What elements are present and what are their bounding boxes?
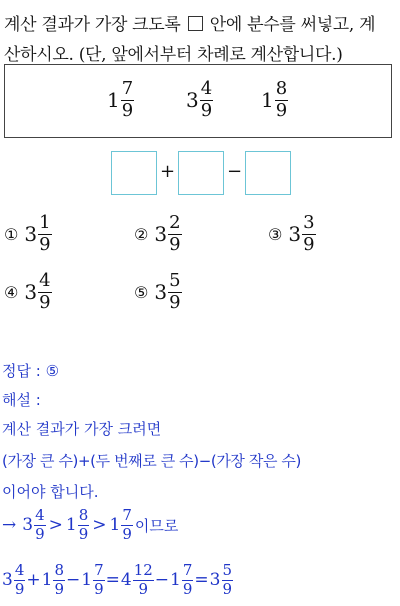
given-3-denominator: 9 — [275, 99, 288, 121]
calc-r3-numerator: 5 — [222, 561, 233, 579]
calc-r3-denominator: 9 — [222, 579, 233, 598]
cmp-b-denominator: 9 — [78, 524, 89, 543]
calc-t1-denominator: 9 — [14, 579, 25, 598]
cmp-c-whole: 1 — [109, 515, 121, 536]
choice-5-label: ⑤ — [134, 282, 149, 302]
choice-3[interactable] — [268, 214, 316, 255]
explanation-line-3: 이어야 합니다. — [2, 483, 99, 501]
greater-than-2: > — [92, 515, 107, 536]
answer-value: ⑤ — [45, 362, 60, 380]
arrow-icon: → — [2, 515, 17, 536]
choice-2-denominator: 9 — [169, 233, 181, 255]
answer-line — [2, 360, 59, 381]
explanation-label: 해설 : — [2, 391, 41, 409]
choice-1-denominator: 9 — [39, 233, 51, 255]
given-number-1 — [107, 80, 134, 121]
calc-t2-whole: 1 — [41, 570, 53, 591]
given-numbers-box — [4, 64, 392, 138]
answer-blank-2[interactable] — [178, 151, 224, 195]
calc-r3-whole: 3 — [209, 570, 221, 591]
cmp-a-whole: 3 — [22, 515, 34, 536]
choice-4-denominator: 9 — [39, 291, 51, 313]
choice-1-label: ① — [4, 224, 19, 244]
given-3-whole: 1 — [261, 88, 274, 113]
explanation-line-1: 계산 결과가 가장 크려면 — [2, 420, 162, 438]
calc-r1-whole: 4 — [120, 570, 132, 591]
question-text-start: 계산 결과가 가장 크도록 — [4, 15, 181, 35]
given-3-fraction — [275, 80, 288, 121]
cmp-a-numerator: 4 — [35, 506, 45, 524]
calc-equals-2: = — [194, 570, 209, 591]
choice-2[interactable] — [134, 214, 182, 255]
choice-3-numerator: 3 — [303, 212, 315, 233]
calc-t3-numerator: 7 — [94, 561, 104, 579]
choice-4-numerator: 4 — [39, 270, 51, 291]
calc-r2-whole: 1 — [170, 570, 181, 591]
calc-r2-denominator: 9 — [182, 579, 193, 598]
calc-t1-numerator: 4 — [14, 561, 25, 579]
calc-t2-denominator: 9 — [54, 579, 64, 598]
choice-1-whole: 3 — [24, 222, 38, 247]
calc-r1-numerator: 12 — [133, 561, 153, 579]
choice-2-label: ② — [134, 224, 149, 244]
choice-3-denominator: 9 — [303, 233, 315, 255]
comparison-line — [2, 508, 178, 543]
given-1-numerator: 7 — [121, 78, 134, 99]
choice-1[interactable] — [4, 214, 52, 255]
choice-5[interactable] — [134, 272, 182, 313]
cmp-c-numerator: 7 — [122, 506, 132, 524]
given-2-whole: 3 — [186, 88, 199, 113]
calc-t2-numerator: 8 — [54, 561, 64, 579]
question-line-1 — [4, 10, 375, 35]
cmp-b-numerator: 8 — [78, 506, 89, 524]
calc-t3-denominator: 9 — [94, 579, 104, 598]
choice-2-whole: 3 — [154, 222, 168, 247]
choice-4-label: ④ — [4, 282, 19, 302]
choice-5-numerator: 5 — [169, 270, 181, 291]
answer-label: 정답 : — [2, 362, 41, 380]
given-1-denominator: 9 — [121, 99, 134, 121]
calc-t1-whole: 3 — [2, 570, 13, 591]
given-2-numerator: 4 — [200, 78, 213, 99]
plus-operator: + — [160, 161, 176, 182]
choice-4[interactable] — [4, 272, 52, 313]
choice-1-numerator: 1 — [39, 212, 51, 233]
question-line-2: 산하시오. (단, 앞에서부터 차례로 계산합니다.) — [4, 45, 343, 65]
question-text-end: 안에 분수를 써넣고, 계 — [209, 15, 376, 35]
explanation-line-2: (가장 큰 수)+(두 번째로 큰 수)−(가장 작은 수) — [2, 452, 301, 470]
choice-4-whole: 3 — [24, 280, 38, 305]
choice-3-whole: 3 — [288, 222, 302, 247]
answer-blank-1[interactable] — [111, 151, 157, 195]
calculation-line — [2, 563, 233, 598]
calc-plus: + — [26, 570, 41, 591]
minus-operator: − — [227, 161, 243, 182]
choice-3-label: ③ — [268, 224, 283, 244]
cmp-a-denominator: 9 — [35, 524, 45, 543]
answer-blank-3[interactable] — [245, 151, 291, 195]
given-2-denominator: 9 — [200, 99, 213, 121]
choice-5-whole: 3 — [154, 280, 168, 305]
blank-square-icon — [188, 16, 203, 31]
cmp-b-whole: 1 — [65, 515, 77, 536]
choice-5-denominator: 9 — [169, 291, 181, 313]
cmp-c-denominator: 9 — [122, 524, 132, 543]
calc-r1-denominator: 9 — [138, 579, 149, 598]
choice-2-numerator: 2 — [169, 212, 181, 233]
given-number-2 — [186, 80, 213, 121]
calc-minus-2: − — [154, 570, 170, 591]
calc-minus-1: − — [66, 570, 81, 591]
given-3-numerator: 8 — [275, 78, 288, 99]
given-1-whole: 1 — [107, 88, 120, 113]
given-2-fraction — [200, 80, 213, 121]
calc-t3-whole: 1 — [81, 570, 93, 591]
given-1-fraction — [121, 80, 134, 121]
comparison-tail: 이므로 — [134, 516, 179, 535]
greater-than-1: > — [48, 515, 63, 536]
calc-equals-1: = — [105, 570, 120, 591]
calc-r2-numerator: 7 — [182, 561, 193, 579]
given-number-3 — [261, 80, 288, 121]
